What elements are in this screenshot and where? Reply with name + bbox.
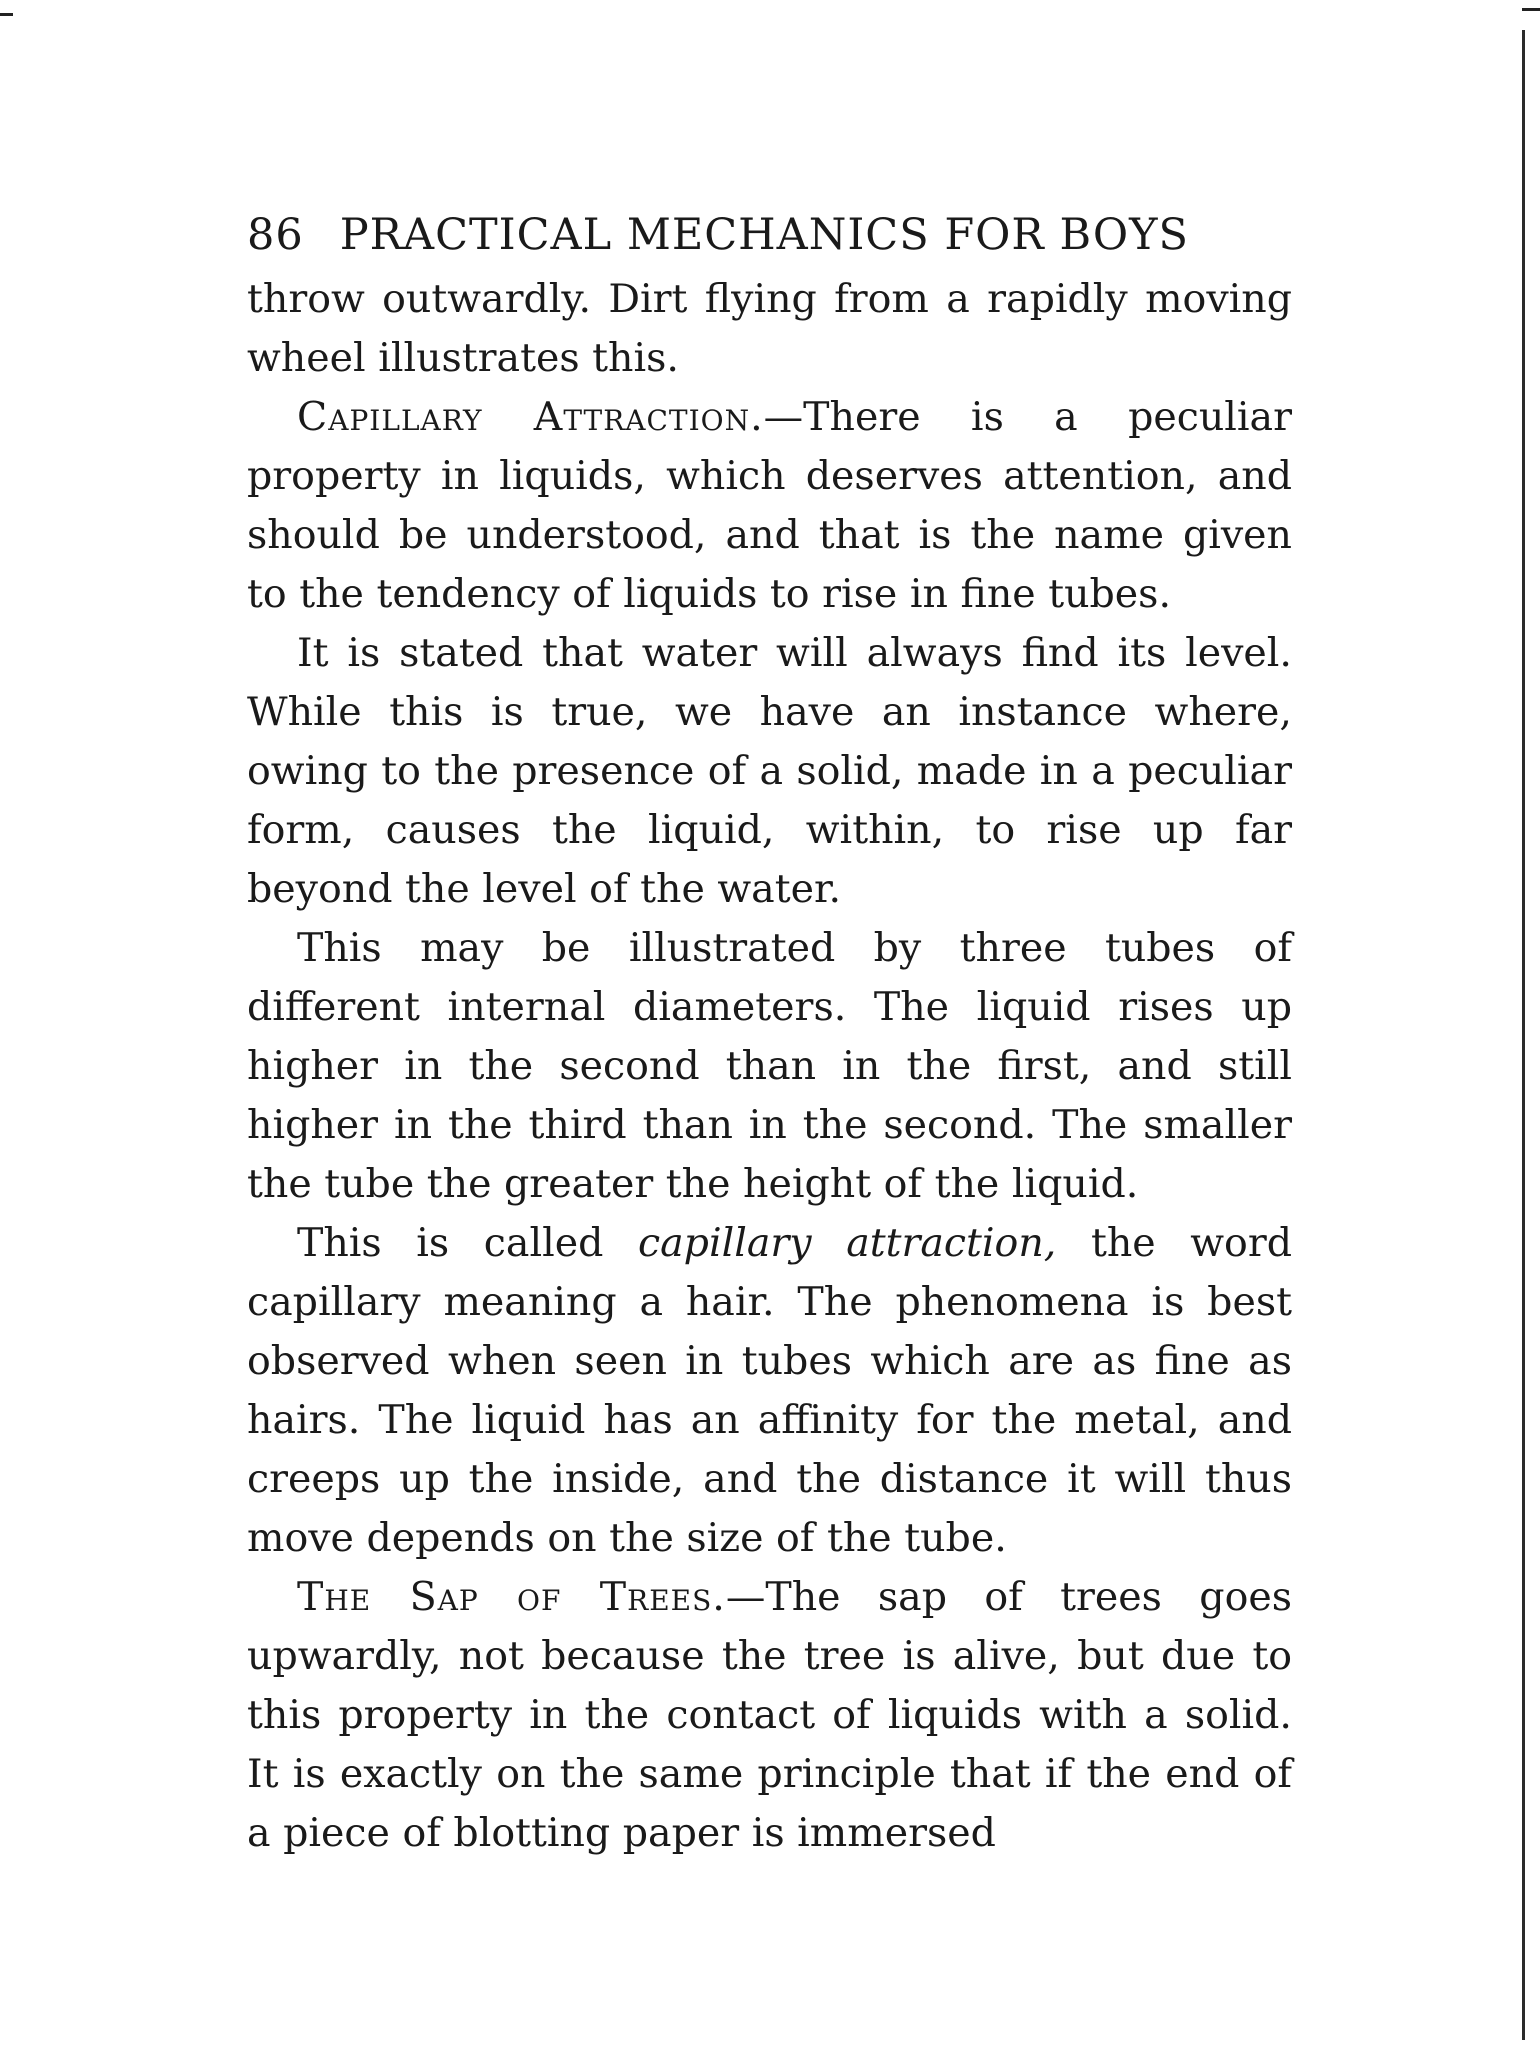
paragraph-text: throw outwardly. Dirt flying from a rapidly moving wheel illustrates this. (247, 276, 1292, 381)
paragraph-text-after: the word capillary meaning a hair. The phenomena is best observed when seen in tubes which are as fine as hairs. The liquid has an affinity for the metal, and creeps up the inside, and the distance it will thus move depends on the size of the tube. (247, 1220, 1292, 1561)
paragraph-2 (247, 388, 1292, 624)
running-title: PRACTICAL MECHANICS FOR BOYS (339, 210, 1189, 260)
book-page (247, 210, 1292, 1863)
scan-edge-mark-right (1522, 8, 1540, 11)
page-number: 86 (247, 210, 304, 260)
paragraph-4 (247, 919, 1292, 1214)
section-heading-sap-of-trees: The Sap of Trees. (297, 1574, 726, 1620)
section-heading-capillary-attraction: Capillary Attraction. (297, 394, 764, 440)
paragraph-text: —The sap of trees goes upwardly, not because the tree is alive, but due to this property in the contact of liquids with a solid. It is exactly on the same principle that if the end of a piece of blotting paper is immersed (247, 1574, 1292, 1856)
paragraph-text: It is stated that water will always find its level. While this is true, we have an instance where, owing to the presence of a solid, made in a peculiar form, causes the liquid, within, to rise up far beyond the level of the water. (247, 630, 1292, 912)
page-header (247, 210, 1292, 270)
scan-edge-mark-left (0, 13, 13, 16)
paragraph-6 (247, 1568, 1292, 1863)
scan-page-edge-line (1522, 30, 1525, 2040)
paragraph-5 (247, 1214, 1292, 1568)
paragraph-text: —There is a peculiar property in liquids, which deserves attention, and should be understood, and that is the name given to the tendency of liquids to rise in fine tubes. (247, 394, 1292, 617)
paragraph-3 (247, 624, 1292, 919)
emphasis-capillary-attraction: capillary attraction, (638, 1220, 1057, 1266)
paragraph-text: This may be illustrated by three tubes of different internal diameters. The liquid rises up higher in the second than in the first, and still higher in the third than in the second. The smaller the tube the greater the height of the liquid. (247, 925, 1292, 1207)
page-body (247, 270, 1292, 1863)
paragraph-text-before: This is called (297, 1220, 638, 1266)
paragraph-1 (247, 270, 1292, 388)
